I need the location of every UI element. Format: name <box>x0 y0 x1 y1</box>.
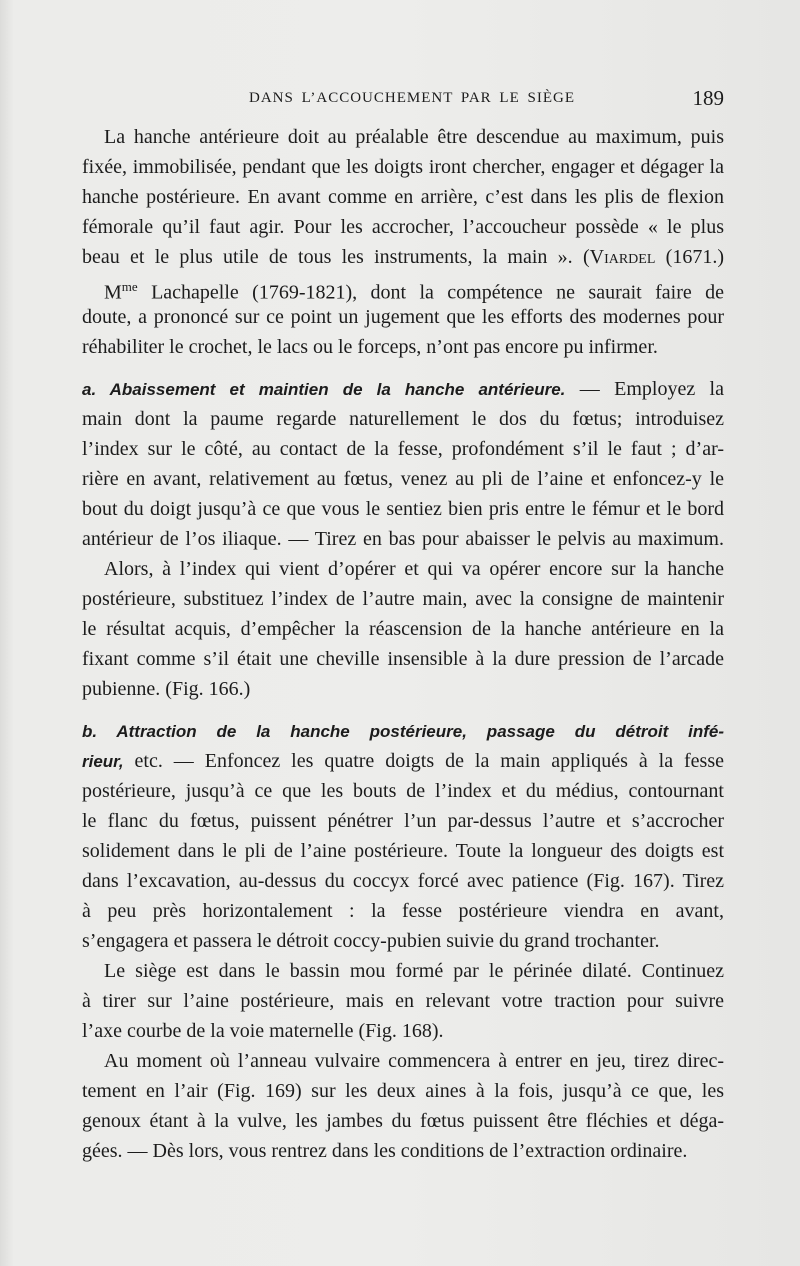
text-line: bout du doigt jusqu’à ce que vous le sentiez bien pris entre le fémur et le bord <box>82 498 724 520</box>
text-line <box>82 746 724 776</box>
text-line: fixant comme s’il était une cheville insensible à la dure pression de l’arcade <box>82 648 724 670</box>
text-line: rière en avant, relativement au fœtus, venez au pli de l’aine et enfoncez-y le <box>82 468 724 490</box>
page-header <box>82 88 724 116</box>
text-line: s’engagera et passera le détroit coccy-pubien suivie du grand trochanter. <box>82 930 660 952</box>
text-line: La hanche antérieure doit au préalable être descendue au maximum, puis <box>104 126 724 148</box>
page-body <box>82 122 724 1166</box>
text-line: main dont la paume regarde naturellement le dos du fœtus; introduisez <box>82 408 724 430</box>
section-gap <box>82 704 724 716</box>
text-line: Au moment où l’anneau vulvaire commencera à entrer en jeu, tirez direc- <box>104 1050 724 1072</box>
text-line: à peu près horizontalement : la fesse postérieure viendra en avant, <box>82 900 724 922</box>
text-line: genoux étant à la vulve, les jambes du fœtus puissent être fléchies et déga- <box>82 1110 724 1132</box>
section-heading-a: a. Abaissement et maintien de la hanche antérieure. <box>82 380 566 399</box>
text-line: pubienne. (Fig. 166.) <box>82 678 251 700</box>
author-name: Viardel <box>589 246 656 268</box>
text-line: antérieur de l’os iliaque. — Tirez en bas pour abaisser le pelvis au maximum. <box>82 528 724 550</box>
text-line: dans l’excavation, au-dessus du coccyx forcé avec patience (Fig. 167). Tirez <box>82 870 724 892</box>
text-fragment: beau et le plus utile de tous les instruments, la main ». ( <box>82 246 590 268</box>
text-line: l’axe courbe de la voie maternelle (Fig. 168). <box>82 1020 444 1042</box>
running-title: DANS L’ACCOUCHEMENT PAR LE SIÈGE <box>249 90 575 106</box>
section-heading-b <box>82 716 724 746</box>
text-fragment: Lachapelle (1769-1821), dont la compétence ne saurait faire de <box>137 281 724 304</box>
text-line: solidement dans le pli de l’aine postérieure. Toute la longueur des doigts est <box>82 840 724 862</box>
text-line: Le siège est dans le bassin mou formé par le périnée dilaté. Continuez <box>104 960 724 982</box>
text-line: gées. — Dès lors, vous rentrez dans les conditions de l’extraction ordinaire. <box>82 1140 688 1162</box>
section-heading-b-cont: rieur, <box>82 752 124 771</box>
text-fragment: (1671.) <box>655 246 724 268</box>
section-gap <box>82 362 724 374</box>
text-line: à tirer sur l’aine postérieure, mais en relevant votre traction pour suivre <box>82 990 724 1012</box>
text-line: l’index sur le côté, au contact de la fesse, profondément s’il le faut ; d’ar- <box>82 438 724 460</box>
text-line: postérieure, jusqu’à ce que les bouts de l’index et du médius, contournant <box>82 780 724 802</box>
text-line: hanche postérieure. En avant comme en arrière, c’est dans les plis de flexion <box>82 186 724 208</box>
text-line: le flanc du fœtus, puissent pénétrer l’un par-dessus l’autre et s’accrocher <box>82 810 724 832</box>
page-number: 189 <box>692 86 724 110</box>
text-fragment: etc. — Enfoncez les quatre doigts de la main appliqués à la fesse <box>123 750 724 772</box>
text-line: postérieure, substituez l’index de l’autre main, avec la consigne de maintenir <box>82 588 724 610</box>
text-line: fémorale qu’il faut agir. Pour les accrocher, l’accoucheur possède « le plus <box>82 216 724 238</box>
section-heading-b-text: b. Attraction de la hanche postérieure, passage du détroit infé- <box>82 722 724 741</box>
superscript: me <box>121 279 138 294</box>
text-line: le résultat acquis, d’empêcher la réascension de la hanche antérieure en la <box>82 618 724 640</box>
text-line: Alors, à l’index qui vient d’opérer et qui va opérer encore sur la hanche <box>104 558 724 580</box>
section-a-first-line <box>82 374 724 404</box>
text-line: réhabiliter le crochet, le lacs ou le forceps, n’ont pas encore pu infirmer. <box>82 336 658 358</box>
text-fragment: — Employez la <box>565 378 724 400</box>
text-line: $M^{me}$ Lachapelle (1769-1821), dont la compétence ne saurait faire de <box>104 279 724 304</box>
text-line <box>82 242 724 272</box>
text-line: tement en l’air (Fig. 169) sur les deux aines à la fois, jusqu’à ce que, les <box>82 1080 724 1102</box>
text-line: fixée, immobilisée, pendant que les doigts iront chercher, engager et dégager la <box>82 156 724 178</box>
text-line: doute, a prononcé sur ce point un jugement que les efforts des modernes pour <box>82 306 724 328</box>
